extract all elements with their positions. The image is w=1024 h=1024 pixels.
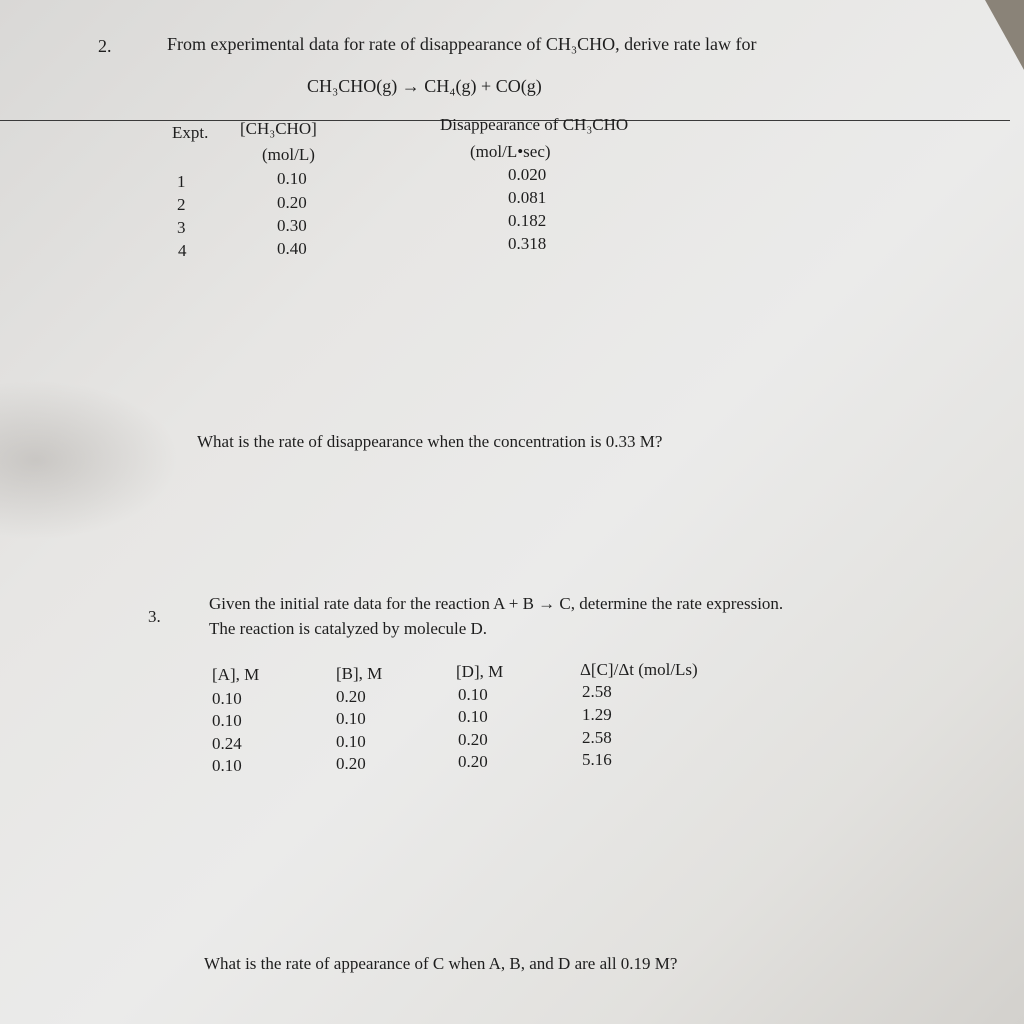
q2-row-rate: 0.318 bbox=[508, 234, 547, 253]
q2-row-conc: 0.30 bbox=[277, 216, 307, 235]
q2-row-conc: 0.10 bbox=[277, 169, 307, 188]
q3-cell-b: 0.10 bbox=[336, 709, 366, 728]
q3-cell-rate: 1.29 bbox=[582, 705, 612, 724]
q2-number: 2. bbox=[98, 36, 112, 56]
q3-cell-rate: 2.58 bbox=[582, 682, 612, 701]
q2-row-expt: 3 bbox=[177, 218, 186, 237]
q3-header-a: [A], M bbox=[212, 665, 260, 684]
q3-cell-a: 0.10 bbox=[212, 711, 242, 730]
paper-shadow bbox=[0, 380, 180, 540]
q3-cell-rate: 5.16 bbox=[582, 750, 612, 769]
q3-cell-b: 0.20 bbox=[336, 687, 366, 706]
q3-cell-a: 0.24 bbox=[212, 734, 242, 753]
q2-row-expt: 2 bbox=[177, 195, 186, 214]
q3-header-b: [B], M bbox=[336, 664, 383, 683]
q2-header-conc: [CH₃CHO] bbox=[240, 119, 317, 138]
q3-cell-a: 0.10 bbox=[212, 689, 242, 708]
q2-row-conc: 0.40 bbox=[277, 239, 307, 258]
q2-row-rate: 0.182 bbox=[508, 211, 547, 230]
q2-header-rate: Disappearance of CH₃CHO bbox=[440, 115, 629, 134]
q2-row-expt: 4 bbox=[178, 241, 187, 260]
q3-cell-d: 0.10 bbox=[458, 685, 488, 704]
q3-cell-a: 0.10 bbox=[212, 756, 242, 775]
q2-reaction: CH₃CHO(g) → CH₄(g) + CO(g) bbox=[307, 76, 542, 96]
q2-question: What is the rate of disappearance when the concentration is 0.33 M? bbox=[197, 432, 663, 451]
q3-cell-b: 0.20 bbox=[336, 754, 366, 773]
q2-header-conc-unit: (mol/L) bbox=[262, 145, 315, 164]
q2-prompt: From experimental data for rate of disappearance of CH₃CHO, derive rate law for bbox=[167, 34, 757, 54]
q2-header-rate-unit: (mol/L•sec) bbox=[470, 142, 551, 161]
q3-cell-rate: 2.58 bbox=[582, 728, 612, 747]
q2-row-rate: 0.081 bbox=[508, 188, 547, 207]
q3-number: 3. bbox=[148, 607, 161, 626]
q2-header-expt: Expt. bbox=[172, 123, 209, 142]
q3-header-d: [D], M bbox=[456, 662, 504, 681]
q3-cell-d: 0.10 bbox=[458, 707, 488, 726]
q3-cell-b: 0.10 bbox=[336, 732, 366, 751]
q3-prompt-line1: Given the initial rate data for the reaction A + B → C, determine the rate expression. bbox=[209, 594, 784, 613]
q3-question: What is the rate of appearance of C when A, B, and D are all 0.19 M? bbox=[204, 954, 678, 973]
q3-prompt-line2: The reaction is catalyzed by molecule D. bbox=[209, 619, 488, 638]
q2-row-rate: 0.020 bbox=[508, 165, 547, 184]
q2-row-conc: 0.20 bbox=[277, 193, 307, 212]
q2-row-expt: 1 bbox=[177, 172, 186, 191]
q3-cell-d: 0.20 bbox=[458, 730, 488, 749]
q3-cell-d: 0.20 bbox=[458, 752, 488, 771]
q3-header-rate: Δ[C]/Δt (mol/Ls) bbox=[580, 660, 698, 679]
